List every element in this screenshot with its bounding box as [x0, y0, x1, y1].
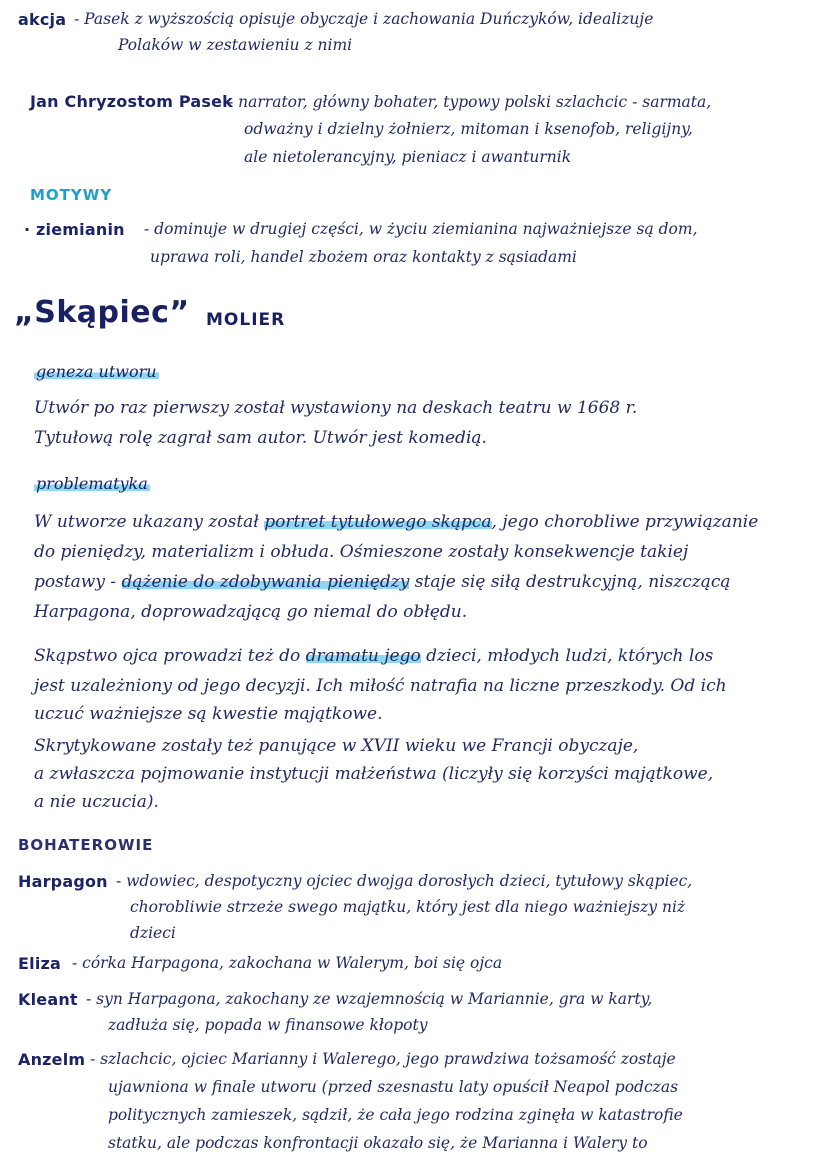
pasek-label: Jan Chryzostom Pasek — [30, 92, 233, 111]
problematyka-line8: Skrytykowane zostały też panujące w XVII wieku we Francji obyczaje, — [34, 736, 639, 756]
bohaterowie-heading: BOHATEROWIE — [18, 836, 154, 854]
akcja-text-line2: Polaków w zestawieniu z nimi — [118, 36, 353, 54]
eliza-line1: - córka Harpagona, zakochana w Walerym, boi się ojca — [72, 954, 503, 972]
motywy-heading: MOTYWY — [30, 186, 113, 204]
problematyka-line1 — [34, 512, 758, 532]
page-title: „Skąpiec” — [14, 295, 190, 330]
akcja-text-line1: - Pasek z wyższością opisuje obyczaje i zachowania Duńczyków, idealizuje — [74, 10, 654, 28]
problematyka-line1-b: , jego chorobliwe przywiązanie — [491, 512, 759, 532]
kleant-label: Kleant — [18, 990, 78, 1009]
harpagon-line3: dzieci — [130, 924, 176, 942]
ziemianin-text-line2: uprawa roli, handel zbożem oraz kontakty z sąsiadami — [150, 248, 577, 266]
ziemianin-label: · ziemianin — [24, 220, 125, 239]
problematyka-line5 — [34, 646, 713, 666]
problematyka-line5-a: Skąpstwo ojca prowadzi też do — [34, 646, 306, 666]
anzelm-label: Anzelm — [18, 1050, 86, 1069]
geneza-heading — [34, 362, 159, 381]
eliza-label: Eliza — [18, 954, 62, 973]
anzelm-line3: politycznych zamieszek, sądził, że cała jego rodzina zginęła w katastrofie — [108, 1106, 683, 1124]
anzelm-line2: ujawniona w finale utworu (przed szesnastu laty opuścił Neapol podczas — [108, 1078, 679, 1096]
harpagon-line2: chorobliwie strzeże swego majątku, który jest dla niego ważniejszy niż — [130, 898, 686, 916]
problematyka-heading — [34, 474, 150, 493]
pasek-text-line2: odważny i dzielny żołnierz, mitoman i ksenofob, religijny, — [244, 120, 693, 138]
kleant-line1: - syn Harpagona, zakochany ze wzajemnością w Mariannie, gra w karty, — [86, 990, 653, 1008]
akcja-label: akcja — [18, 10, 67, 29]
problematyka-line3-highlight: dążenie do zdobywania pieniędzy — [121, 572, 410, 592]
harpagon-line1: - wdowiec, despotyczny ojciec dwojga dorosłych dzieci, tytułowy skąpiec, — [116, 872, 693, 890]
pasek-text-line3: ale nietolerancyjny, pieniacz i awanturnik — [244, 148, 572, 166]
problematyka-line4: Harpagona, doprowadzającą go niemal do obłędu. — [34, 602, 468, 622]
problematyka-line3-b: staje się siłą destrukcyjną, niszczącą — [409, 572, 731, 592]
ziemianin-text-line1: - dominuje w drugiej części, w życiu ziemianina najważniejsze są dom, — [144, 220, 698, 238]
harpagon-label: Harpagon — [18, 872, 108, 891]
problematyka-line3-a: postawy - — [34, 572, 122, 592]
kleant-line2: zadłuża się, popada w finansowe kłopoty — [108, 1016, 428, 1034]
problematyka-heading-text: problematyka — [36, 474, 148, 493]
problematyka-line7: uczuć ważniejsze są kwestie majątkowe. — [34, 704, 383, 724]
problematyka-line1-highlight: portret tytułowego skąpca — [264, 512, 492, 532]
geneza-heading-text: geneza utworu — [36, 362, 157, 381]
geneza-line2: Tytułową rolę zagrał sam autor. Utwór jest komedią. — [34, 428, 487, 448]
problematyka-line10: a nie uczucia). — [34, 792, 159, 812]
problematyka-line9: a zwłaszcza pojmowanie instytucji małżeństwa (liczyły się korzyści majątkowe, — [34, 764, 714, 784]
problematyka-line2: do pieniędzy, materializm i obłuda. Ośmieszone zostały konsekwencje takiej — [34, 542, 689, 562]
problematyka-line5-b: dzieci, młodych ludzi, których los — [420, 646, 714, 666]
problematyka-line5-highlight: dramatu jego — [305, 646, 421, 666]
author-name: MOLIER — [206, 310, 286, 330]
anzelm-line4: statku, ale podczas konfrontacji okazało się, że Marianna i Walery to — [108, 1134, 648, 1152]
pasek-text-line1: - narrator, główny bohater, typowy polski szlachcic - sarmata, — [228, 93, 712, 111]
problematyka-line3 — [34, 572, 731, 592]
anzelm-line1: - szlachcic, ojciec Marianny i Walerego, jego prawdziwa tożsamość zostaje — [90, 1050, 676, 1068]
problematyka-line1-a: W utworze ukazany został — [34, 512, 265, 532]
geneza-line1: Utwór po raz pierwszy został wystawiony na deskach teatru w 1668 r. — [34, 398, 638, 418]
problematyka-line6: jest uzależniony od jego decyzji. Ich miłość natrafia na liczne przeszkody. Od ich — [34, 676, 727, 696]
